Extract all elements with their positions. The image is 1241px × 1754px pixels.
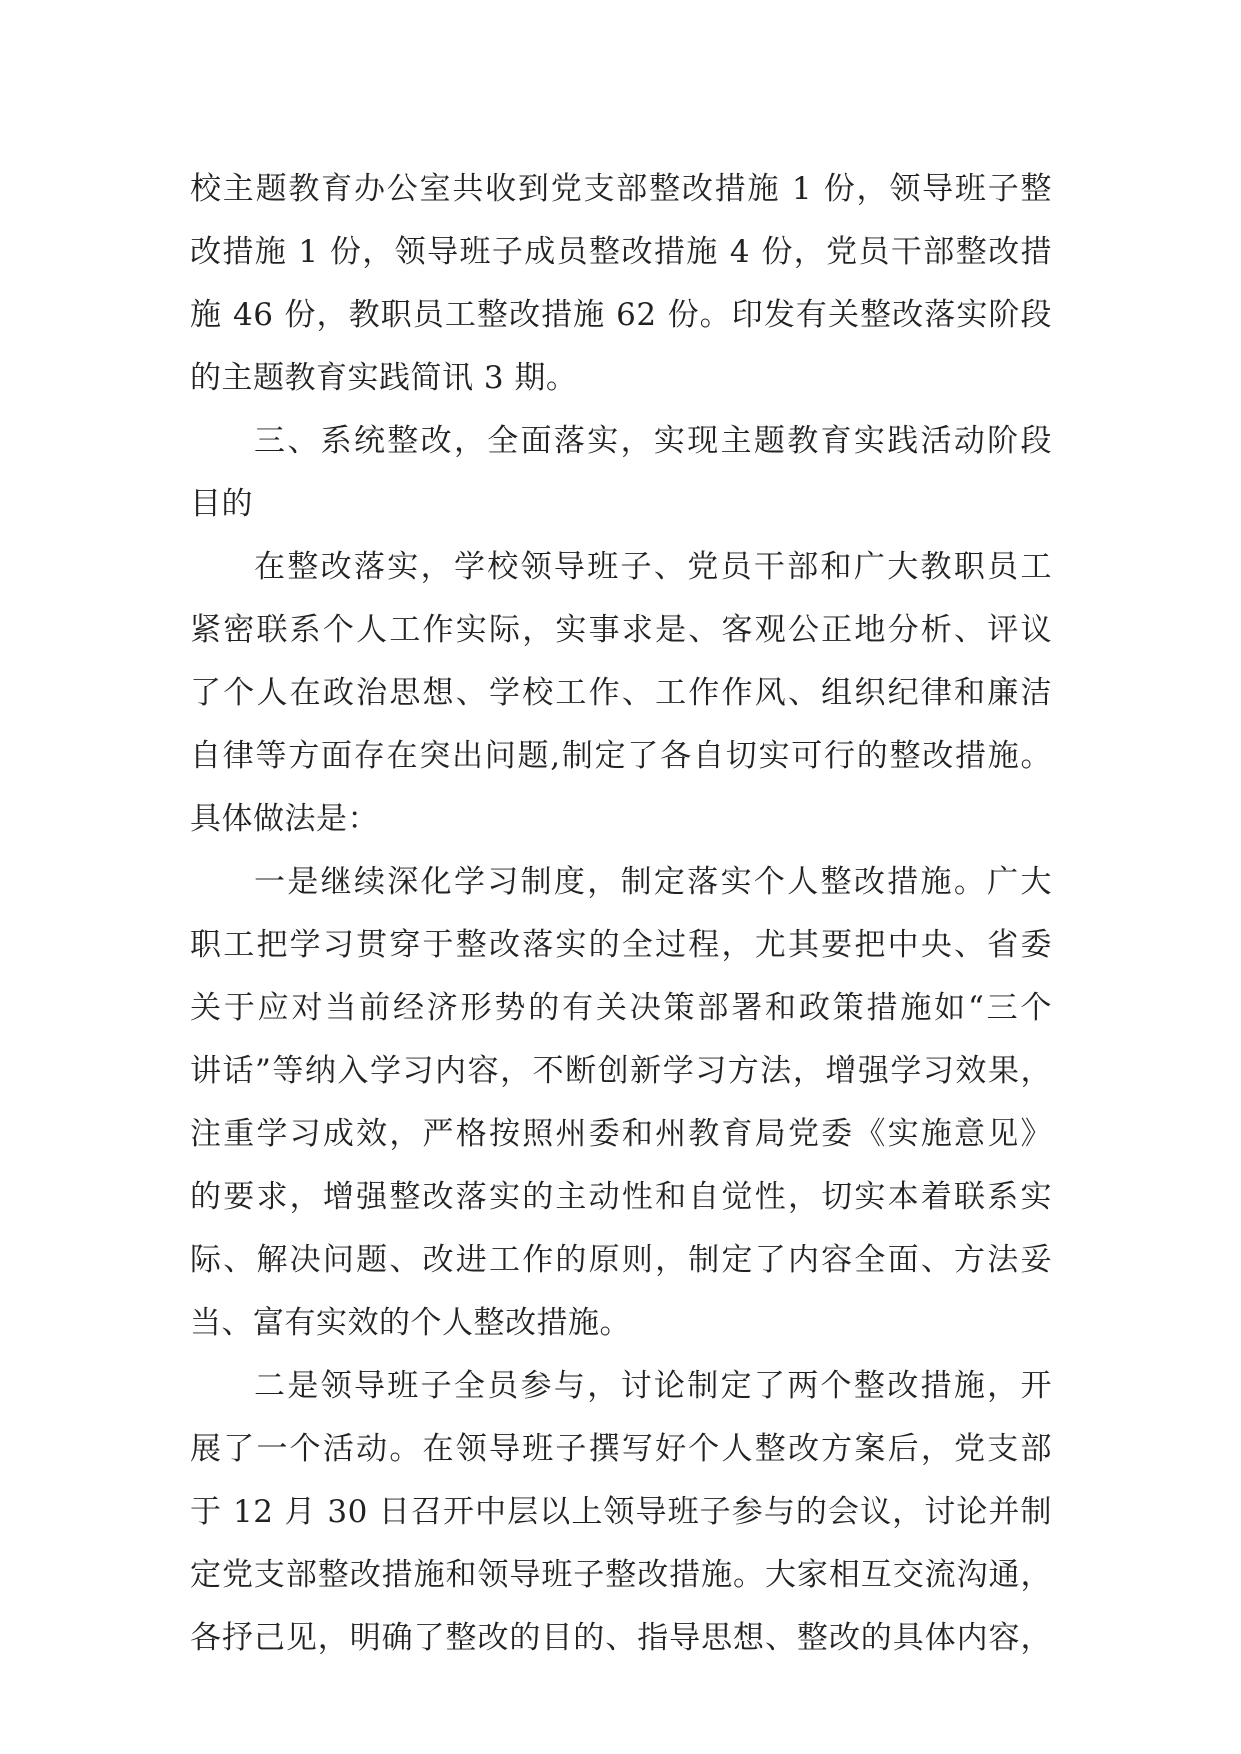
text-line: 具体做法是： [190,801,379,837]
text-line: 展了一个活动。在领导班子撰写好个人整改方案后，党支部 [190,1431,1052,1467]
text-line: 于 12 月 30 日召开中层以上领导班子参与的会议，讨论并制 [190,1494,1052,1530]
paragraph-summary [190,158,1052,410]
text-line: 关于应对当前经济形势的有关决策部署和政策措施如“三个 [190,990,1052,1026]
text-line: 目的 [190,486,253,522]
text-line: 改措施 1 份，领导班子成员整改措施 4 份，党员干部整改措 [190,234,1052,270]
text-line: 施 46 份，教职员工整改措施 62 份。印发有关整改落实阶段 [190,297,1052,333]
text-line: 在整改落实，学校领导班子、党员干部和广大教职员工 [254,549,1052,585]
text-line: 的主题教育实践简讯 3 期。 [190,360,578,396]
text-line: 的要求，增强整改落实的主动性和自觉性，切实本着联系实 [190,1179,1052,1215]
section-heading [190,410,1052,536]
text-line: 校主题教育办公室共收到党支部整改措施 1 份，领导班子整 [190,171,1052,207]
text-line: 三、系统整改，全面落实，实现主题教育实践活动阶段 [254,423,1052,459]
text-line: 二是领导班子全员参与，讨论制定了两个整改措施，开 [254,1368,1052,1404]
text-line: 当、富有实效的个人整改措施。 [190,1305,631,1341]
text-line: 注重学习成效，严格按照州委和州教育局党委《实施意见》 [190,1116,1052,1152]
text-line: 一是继续深化学习制度，制定落实个人整改措施。广大 [254,864,1052,900]
text-line: 紧密联系个人工作实际，实事求是、客观公正地分析、评议 [190,612,1052,648]
text-line: 讲话”等纳入学习内容，不断创新学习方法，增强学习效果， [190,1053,1052,1089]
text-line: 职工把学习贯穿于整改落实的全过程，尤其要把中央、省委 [190,927,1052,963]
paragraph-point-one [190,851,1052,1355]
text-line: 定党支部整改措施和领导班子整改措施。大家相互交流沟通， [190,1557,1052,1593]
text-line: 际、解决问题、改进工作的原则，制定了内容全面、方法妥 [190,1242,1052,1278]
paragraph-intro [190,536,1052,851]
paragraph-point-two [190,1355,1052,1670]
text-line: 各抒己见，明确了整改的目的、指导思想、整改的具体内容， [190,1620,1052,1656]
document-body [190,158,1052,1670]
text-line: 自律等方面存在突出问题,制定了各自切实可行的整改措施。 [190,738,1052,774]
text-line: 了个人在政治思想、学校工作、工作作风、组织纪律和廉洁 [190,675,1052,711]
